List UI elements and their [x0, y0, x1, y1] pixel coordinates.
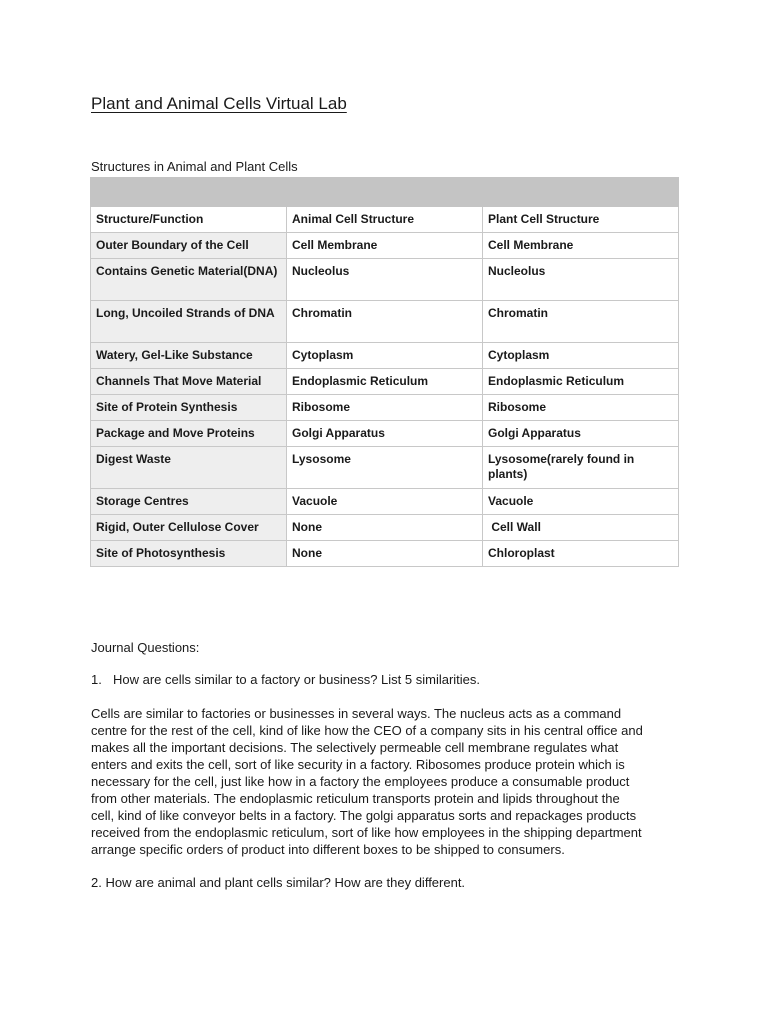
table-cell-function: Long, Uncoiled Strands of DNA: [91, 301, 287, 343]
table-cell-function: Site of Protein Synthesis: [91, 395, 287, 421]
table-row: [91, 259, 679, 301]
table-row: [91, 343, 679, 369]
table-cell-function: Rigid, Outer Cellulose Cover: [91, 515, 287, 541]
table-band-cell: [91, 178, 679, 207]
table-cell-function: Storage Centres: [91, 489, 287, 515]
table-cell-animal: Vacuole: [287, 489, 483, 515]
table-cell-function: Site of Photosynthesis: [91, 541, 287, 567]
table-cell-animal: None: [287, 515, 483, 541]
table-cell-animal: Nucleolus: [287, 259, 483, 301]
question-number: 1.: [91, 672, 102, 687]
table-cell-plant: Nucleolus: [483, 259, 679, 301]
table-cell-function: Channels That Move Material: [91, 369, 287, 395]
table-cell-animal: Lysosome: [287, 447, 483, 489]
question-text: How are cells similar to a factory or business? List 5 similarities.: [113, 672, 481, 687]
journal-answer-1: Cells are similar to factories or businesses in several ways. The nucleus acts as a command centre for the rest of the cell, kind of like how the CEO of a company sits in his central office and makes all the important decisions. The selectively permeable cell membrane regulates what enters and exits the cell, sort of like security in a factory. Ribosomes produce protein which is necessary for the cell, just like how in a factory the employees produce a consumable product from other materials. The endoplasmic reticulum transports protein and lipids throughout the cell, kind of like conveyor belts in a factory. The golgi apparatus sorts and repackages products received from the endoplasmic reticulum, sort of like how employees in the shipping department arrange specific orders of product into different boxes to be shipped to consumers.: [91, 706, 643, 857]
table-row: [91, 489, 679, 515]
table-cell-plant: Endoplasmic Reticulum: [483, 369, 679, 395]
table-cell-animal: None: [287, 541, 483, 567]
table-row: [91, 421, 679, 447]
table-cell-plant: Chromatin: [483, 301, 679, 343]
table-cell-plant: Cytoplasm: [483, 343, 679, 369]
table-row: [91, 541, 679, 567]
table-cell-function: Outer Boundary of the Cell: [91, 233, 287, 259]
table-cell-plant: Ribosome: [483, 395, 679, 421]
table-title-band: [91, 178, 679, 207]
journal-question-1: [91, 671, 691, 688]
table-cell-animal: Cytoplasm: [287, 343, 483, 369]
table-cell-function: Digest Waste: [91, 447, 287, 489]
table-cell-animal: Cell Membrane: [287, 233, 483, 259]
table-cell-animal: Ribosome: [287, 395, 483, 421]
table-cell-plant: Golgi Apparatus: [483, 421, 679, 447]
table-row: [91, 233, 679, 259]
cell-structures-table: [90, 177, 679, 567]
table-row: [91, 447, 679, 489]
section-heading: Structures in Animal and Plant Cells: [91, 159, 298, 174]
table-header-cell: Animal Cell Structure: [287, 207, 483, 233]
table-cell-plant: Cell Membrane: [483, 233, 679, 259]
journal-heading: Journal Questions:: [91, 640, 200, 655]
table-cell-plant: Vacuole: [483, 489, 679, 515]
table-cell-function: Watery, Gel-Like Substance: [91, 343, 287, 369]
table-row: [91, 395, 679, 421]
table-row: [91, 301, 679, 343]
table-cell-animal: Chromatin: [287, 301, 483, 343]
table-cell-function: Contains Genetic Material(DNA): [91, 259, 287, 301]
journal-question-2: 2. How are animal and plant cells similar? How are they different.: [91, 875, 466, 890]
table-row: [91, 369, 679, 395]
table-cell-function: Package and Move Proteins: [91, 421, 287, 447]
table-row: [91, 515, 679, 541]
table-cell-animal: Golgi Apparatus: [287, 421, 483, 447]
table-cell-plant: Cell Wall: [483, 515, 679, 541]
table-header-row: [91, 207, 679, 233]
table-cell-animal: Endoplasmic Reticulum: [287, 369, 483, 395]
table-header-cell: Plant Cell Structure: [483, 207, 679, 233]
table-cell-plant: Chloroplast: [483, 541, 679, 567]
table-header-cell: Structure/Function: [91, 207, 287, 233]
table-cell-plant: Lysosome(rarely found in plants): [483, 447, 679, 489]
document-title: Plant and Animal Cells Virtual Lab: [91, 94, 347, 113]
